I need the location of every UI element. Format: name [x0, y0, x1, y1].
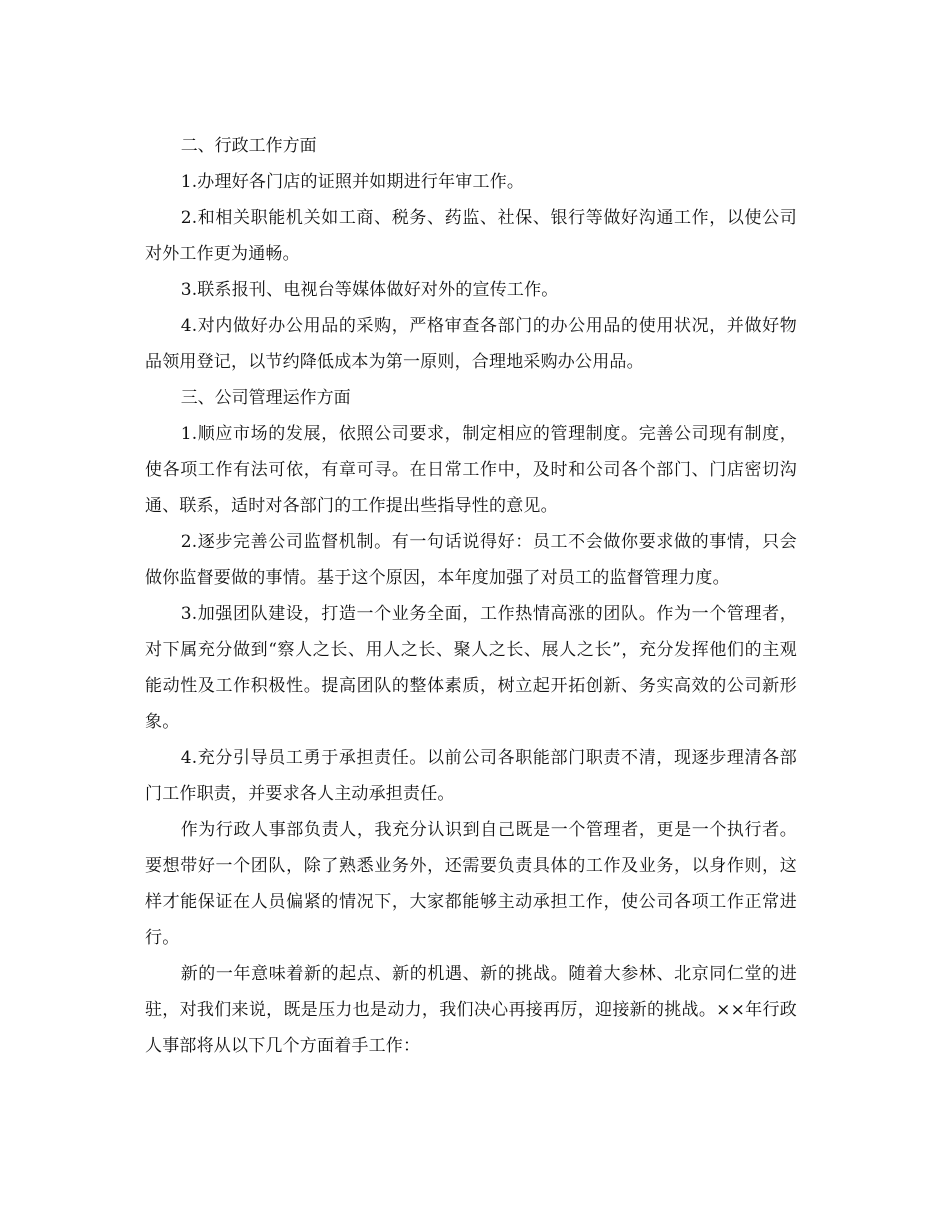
- paragraph-management-1: 1.顺应市场的发展，依照公司要求，制定相应的管理制度。完善公司现有制度，使各项工作有法可依，有章可寻。在日常工作中，及时和公司各个部门、门店密切沟通、联系，适时对各部门的工作提出些指导性的意见。: [145, 424, 797, 516]
- paragraph-item-3: 3.联系报刊、电视台等媒体做好对外的宣传工作。: [180, 280, 559, 300]
- section-heading-administrative: 二、行政工作方面: [180, 136, 317, 156]
- paragraph-management-2: 2.逐步完善公司监督机制。有一句话说得好：员工不会做你要求做的事情，只会做你监督要做的事情。基于这个原因，本年度加强了对员工的监督管理力度。: [145, 532, 797, 588]
- paragraph-management-3: 3.加强团队建设，打造一个业务全面，工作热情高涨的团队。作为一个管理者，对下属充分做到“察人之长、用人之长、聚人之长、展人之长”，充分发挥他们的主观能动性及工作积极性。提高团队的整体素质，树立起开拓创新、务实高效的公司新形象。: [145, 604, 797, 732]
- paragraph-item-1: 1.办理好各门店的证照并如期进行年审工作。: [180, 172, 525, 192]
- document-body: [145, 128, 797, 1064]
- paragraph-responsibility: 作为行政人事部负责人，我充分认识到自己既是一个管理者，更是一个执行者。要想带好一个团队，除了熟悉业务外，还需要负责具体的工作及业务，以身作则，这样才能保证在人员偏紧的情况下，大家都能够主动承担工作，使公司各项工作正常进行。: [145, 820, 797, 948]
- paragraph-item-2: 2.和相关职能机关如工商、税务、药监、社保、银行等做好沟通工作，以使公司对外工作更为通畅。: [145, 208, 797, 264]
- section-heading-management: 三、公司管理运作方面: [180, 388, 351, 408]
- paragraph-item-4: 4.对内做好办公用品的采购，严格审查各部门的办公用品的使用状况，并做好物品领用登记，以节约降低成本为第一原则，合理地采购办公用品。: [145, 316, 797, 372]
- paragraph-management-4: 4.充分引导员工勇于承担责任。以前公司各职能部门职责不清，现逐步理清各部门工作职责，并要求各人主动承担责任。: [145, 748, 797, 804]
- paragraph-new-year: 新的一年意味着新的起点、新的机遇、新的挑战。随着大参林、北京同仁堂的进驻，对我们来说，既是压力也是动力，我们决心再接再厉，迎接新的挑战。××年行政人事部将从以下几个方面着手工作：: [145, 964, 797, 1056]
